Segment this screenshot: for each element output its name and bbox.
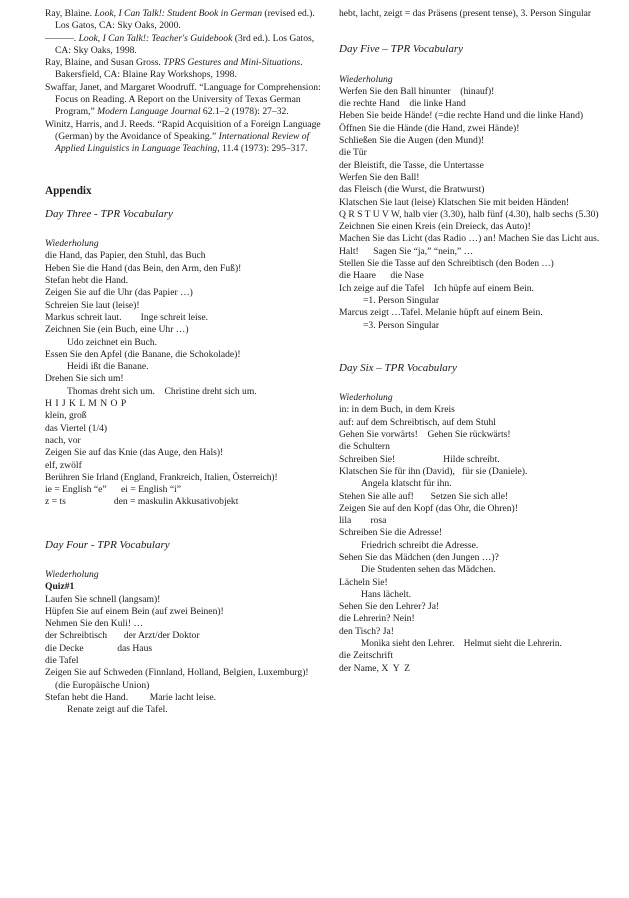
right-column [339, 8, 615, 675]
vocab-line: auf: auf dem Schreibtisch, auf dem Stuhl [339, 416, 496, 428]
vocab-line: den Tisch? Ja! [339, 625, 394, 637]
vocab-line: die rechte Hand die linke Hand [339, 98, 466, 110]
day4-heading: Day Four - TPR Vocabulary [45, 538, 170, 551]
vocab-line: Sehen Sie das Mädchen (den Jungen …)? [339, 551, 499, 563]
vocab-line: Stellen Sie die Tasse auf den Schreibtisch (den Boden …) [339, 259, 554, 270]
vocab-line: Essen Sie den Apfel (die Banane, die Schokolade)! [45, 348, 241, 360]
vocab-line: Hüpfen Sie auf einem Bein (auf zwei Beinen)! [45, 605, 224, 617]
reference: Swaffar, Janet, and Margaret Woodruff. “Language for Comprehension: Focus on Reading. A Report on the University of Texas German Program,” Modern Language Journal 62.1–2 (1978): 27–32. [45, 81, 321, 118]
day5-wiederholung: Wiederholung [339, 73, 393, 85]
day4-wiederholung: Wiederholung [45, 568, 99, 580]
vocab-line: Heben Sie beide Hände! (=die rechte Hand und die linke Hand) [339, 110, 584, 122]
quiz-label: Quiz#1 [45, 581, 75, 593]
vocab-line: der Bleistift, die Tasse, die Untertasse [339, 159, 484, 171]
reference: Winitz, Harris, and J. Reeds. “Rapid Acquisition of a Foreign Language (German) by the Avoidance of Speaking.” International Review of Applied Linguistics in Language Teaching, 11.4 (1973): 295–317. [45, 118, 321, 155]
vocab-line: Nehmen Sie den Kuli! … [45, 618, 144, 630]
vocab-line: Heben Sie die Hand (das Bein, den Arm, den Fuß)! [45, 262, 242, 274]
vocab-line: Udo zeichnet ein Buch. [67, 336, 158, 348]
vocab-line: lila rosa [339, 515, 387, 527]
reference: ———. Look, I Can Talk!: Teacher's Guidebook (3rd ed.). Los Gatos, CA: Sky Oaks, 1998. [45, 32, 315, 56]
vocab-line: Klatschen Sie für ihn (David), für sie (Daniele). [339, 465, 528, 477]
vocab-line: Schließen Sie die Augen (den Mund)! [339, 135, 485, 147]
vocab-line: Lächeln Sie! [339, 576, 388, 588]
vocab-line: Monika sieht den Lehrer. Helmut sieht die Lehrerin. [361, 639, 562, 650]
references [45, 8, 321, 156]
reference: Ray, Blaine. Look, I Can Talk!: Student Book in German (revised ed.). Los Gatos, CA: Sky Oaks, 2000. [45, 8, 315, 32]
vocab-line: die Hand, das Papier, den Stuhl, das Buch [45, 250, 206, 262]
vocab-line: z = ts den = maskulin Akkusativobjekt [45, 496, 239, 508]
vocab-line: Halt! Sagen Sie “ja,” “nein,” … [339, 245, 474, 257]
vocab-line: Zeigen Sie auf die Uhr (das Papier …) [45, 287, 193, 299]
vocab-line: Schreiben Sie! Hilde schreibt. [339, 453, 500, 465]
vocab-line: Schreien Sie laut (leise)! [45, 299, 140, 311]
vocab-line: Marcus zeigt …Tafel. Melanie hüpft auf einem Bein. [339, 307, 543, 319]
vocab-line: Thomas dreht sich um. Christine dreht sich um. [67, 385, 257, 397]
vocab-line: die Decke das Haus [45, 642, 153, 654]
vocab-line: hebt, lacht, zeigt = das Präsens (present tense), 3. Person Singular [339, 8, 592, 19]
vocab-line: Drehen Sie sich um! [45, 373, 124, 385]
vocab-line: die Tafel [45, 655, 79, 667]
vocab-line: elf, zwölf [45, 459, 82, 471]
vocab-line: die Schultern [339, 441, 390, 453]
day6-heading: Day Six – TPR Vocabulary [339, 361, 457, 374]
vocab-line: der Schreibtisch der Arzt/der Doktor [45, 630, 200, 642]
appendix-heading: Appendix [45, 184, 92, 197]
vocab-line: =3. Person Singular [363, 319, 440, 331]
vocab-line: die Lehrerin? Nein! [339, 613, 415, 625]
left-column [45, 8, 321, 717]
vocab-line: Ich zeige auf die Tafel Ich hüpfe auf einem Bein. [339, 282, 534, 294]
vocab-line: Zeigen Sie auf den Kopf (das Ohr, die Ohren)! [339, 502, 518, 514]
vocab-line: Hans lächelt. [361, 588, 412, 600]
vocab-line: Zeigen Sie auf Schweden (Finnland, Holland, Belgien, Luxemburg)! (die Europäische Union) [45, 667, 309, 691]
reference: Ray, Blaine, and Susan Gross. TPRS Gestures and Mini-Situations. Bakersfield, CA: Blaine Ray Workshops, 1998. [45, 57, 303, 81]
vocab-line: die Zeitschrift [339, 650, 394, 662]
vocab-line: Markus schreit laut. Inge schreit leise. [45, 311, 209, 323]
vocab-line: Schreiben Sie die Adresse! [339, 527, 443, 539]
vocab-line: nach, vor [45, 434, 81, 446]
vocab-line: Angela klatscht für ihn. [361, 478, 452, 490]
vocab-line: das Fleisch (die Wurst, die Bratwurst) [339, 184, 485, 196]
vocab-line: Stefan hebt die Hand. [45, 275, 129, 287]
vocab-line: Gehen Sie vorwärts! Gehen Sie rückwärts! [339, 429, 511, 441]
vocab-line: Heidi ißt die Banane. [67, 361, 149, 373]
day6-wiederholung: Wiederholung [339, 392, 393, 404]
vocab-line: die Tür [339, 147, 367, 159]
vocab-line: der Name, X Y Z [339, 662, 410, 674]
day3-heading: Day Three - TPR Vocabulary [45, 207, 173, 220]
day3-wiederholung: Wiederholung [45, 238, 99, 250]
day5-heading: Day Five – TPR Vocabulary [339, 43, 464, 56]
vocab-line: Stehen Sie alle auf! Setzen Sie sich alle! [339, 490, 509, 502]
vocab-line: Q R S T U V W, halb vier (3.30), halb fünf (4.30), halb sechs (5.30) [339, 208, 599, 220]
vocab-line: Renate zeigt auf die Tafel. [67, 704, 168, 716]
vocab-line: ie = English “e” ei = English “i” [45, 484, 182, 496]
vocab-line: die Haare die Nase [339, 270, 424, 282]
vocab-line: Werfen Sie den Ball hinunter (hinauf)! [339, 85, 495, 97]
vocab-line: Friedrich schreibt die Adresse. [361, 539, 479, 551]
vocab-line: Zeigen Sie auf das Knie (das Auge, den Hals)! [45, 447, 224, 459]
vocab-line: Zeichnen Sie einen Kreis (ein Dreieck, das Auto)! [339, 221, 531, 233]
vocab-line: =1. Person Singular [363, 294, 440, 306]
vocab-line: H I J K L M N O P [45, 398, 127, 410]
vocab-line: Klatschen Sie laut (leise) Klatschen Sie mit beiden Händen! [339, 196, 570, 208]
vocab-line: Öffnen Sie die Hände (die Hand, zwei Hände)! [339, 122, 520, 134]
vocab-line: Berühren Sie Irland (England, Frankreich, Italien, Österreich)! [45, 472, 278, 483]
vocab-line: Stefan hebt die Hand. Marie lacht leise. [45, 691, 217, 703]
vocab-line: Zeichnen Sie (ein Buch, eine Uhr …) [45, 324, 189, 336]
vocab-line: Sehen Sie den Lehrer? Ja! [339, 601, 440, 613]
vocab-line: in: in dem Buch, in dem Kreis [339, 404, 455, 416]
vocab-line: Die Studenten sehen das Mädchen. [361, 564, 496, 576]
vocab-line: das Viertel (1/4) [45, 422, 108, 434]
vocab-line: klein, groß [45, 410, 87, 422]
vocab-line: Werfen Sie den Ball! [339, 171, 420, 183]
vocab-line: Machen Sie das Licht (das Radio …) an! Machen Sie das Licht aus. [339, 233, 600, 245]
vocab-line: Laufen Sie schnell (langsam)! [45, 593, 161, 605]
